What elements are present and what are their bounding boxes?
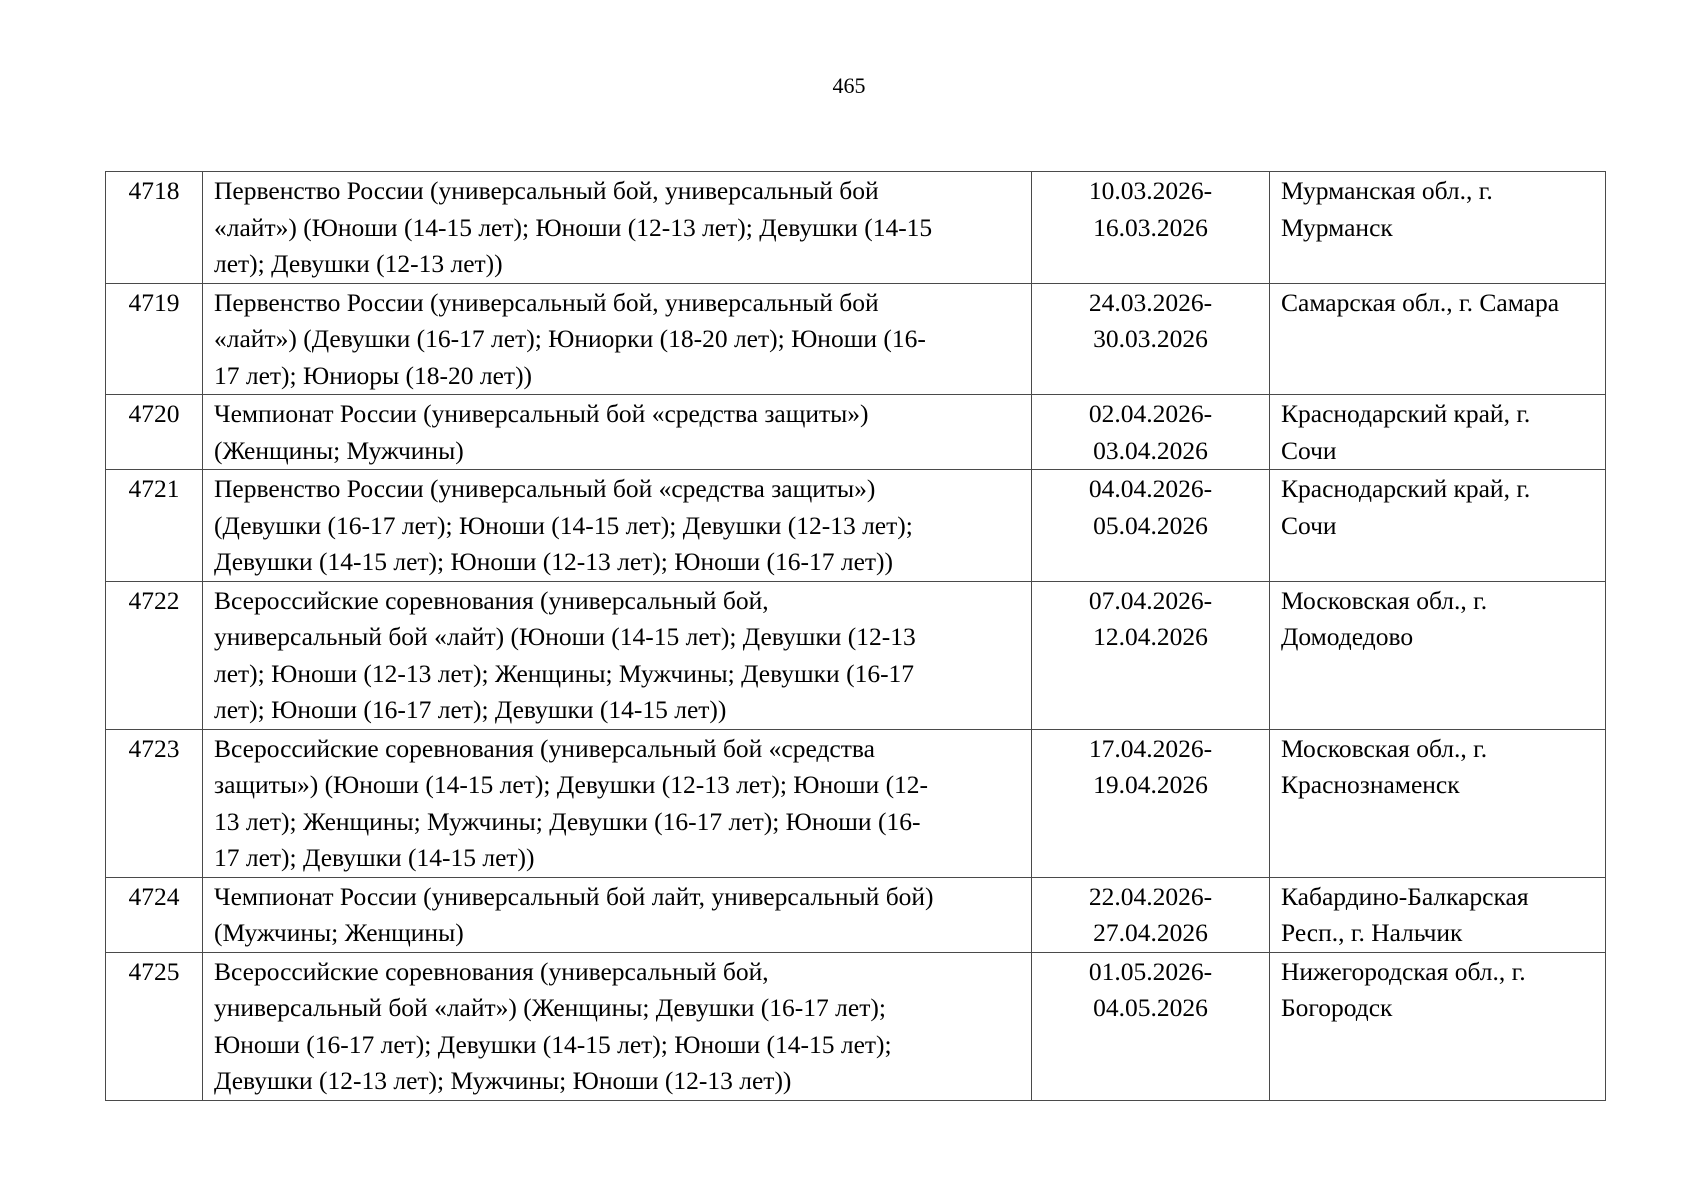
event-place-cell: [1270, 581, 1606, 729]
table-row: [106, 395, 1606, 470]
event-place-line: Краснознаменск: [1281, 770, 1460, 799]
event-name-line: универсальный бой «лайт) (Юноши (14-15 лет); Девушки (12-13: [214, 622, 916, 651]
event-name-line: (Женщины; Мужчины): [214, 435, 464, 465]
event-name-line: Всероссийские соревнования (универсальный бой,: [214, 585, 769, 615]
event-name-line: 17 лет); Юниоры (18-20 лет)): [214, 360, 533, 390]
event-date-line: 02.04.2026-: [1088, 399, 1213, 428]
event-place-line: Краснодарский край, г.: [1281, 474, 1531, 503]
event-place-line: Домодедово: [1281, 622, 1414, 651]
event-name-line: Девушки (12-13 лет); Мужчины; Юноши (12-13 лет)): [214, 1066, 792, 1095]
event-name-line: 17 лет); Девушки (14-15 лет)): [214, 843, 535, 872]
event-number-cell: 4718: [106, 172, 203, 284]
event-date-line: 27.04.2026: [1093, 918, 1208, 947]
event-number-cell: 4723: [106, 729, 203, 877]
event-name-cell: [203, 581, 1032, 729]
event-place-line: Московская обл., г.: [1281, 733, 1488, 763]
event-date-line: 01.05.2026-: [1088, 956, 1213, 986]
event-name-cell: [203, 172, 1032, 284]
event-name-cell: [203, 395, 1032, 470]
table-row: [106, 581, 1606, 729]
event-place-cell: [1270, 395, 1606, 470]
event-number-cell: 4724: [106, 877, 203, 952]
event-number-cell: 4721: [106, 470, 203, 582]
table-row: [106, 172, 1606, 284]
event-place-cell: [1270, 172, 1606, 284]
event-name-line: Первенство России (универсальный бой «средства защиты»): [214, 474, 876, 503]
event-place-cell: [1270, 470, 1606, 582]
event-date-line: 16.03.2026: [1093, 212, 1208, 242]
event-place-cell: [1270, 729, 1606, 877]
event-name-line: Девушки (14-15 лет); Юноши (12-13 лет); Юноши (16-17 лет)): [214, 547, 894, 576]
event-name-line: лет); Юноши (16-17 лет); Девушки (14-15 лет)): [214, 695, 727, 724]
event-number-cell: 4725: [106, 952, 203, 1100]
event-place-line: Сочи: [1281, 435, 1337, 465]
event-date-line: 12.04.2026: [1093, 622, 1208, 651]
event-place-line: Нижегородская обл., г.: [1281, 956, 1526, 986]
event-dates-cell: [1032, 729, 1270, 877]
event-dates-cell: [1032, 395, 1270, 470]
event-name-line: «лайт») (Девушки (16-17 лет); Юниорки (18-20 лет); Юноши (16-: [214, 324, 926, 353]
event-date-line: 04.04.2026-: [1088, 474, 1213, 503]
event-date-line: 22.04.2026-: [1088, 881, 1213, 911]
event-dates-cell: [1032, 877, 1270, 952]
page-number: 465: [832, 73, 866, 98]
event-name-cell: [203, 283, 1032, 395]
event-number-cell: 4719: [106, 283, 203, 395]
event-name-line: Первенство России (универсальный бой, универсальный бой: [214, 176, 879, 205]
event-date-line: 24.03.2026-: [1088, 287, 1213, 317]
event-place-line: Краснодарский край, г.: [1281, 399, 1531, 428]
event-name-line: «лайт») (Юноши (14-15 лет); Юноши (12-13 лет); Девушки (14-15: [214, 212, 933, 242]
table-row: [106, 952, 1606, 1100]
table-row: [106, 729, 1606, 877]
event-date-line: 19.04.2026: [1093, 770, 1208, 799]
event-number-cell: 4720: [106, 395, 203, 470]
event-dates-cell: [1032, 952, 1270, 1100]
event-dates-cell: [1032, 172, 1270, 284]
event-date-line: 04.05.2026: [1093, 993, 1208, 1022]
event-date-line: 07.04.2026-: [1088, 585, 1213, 615]
event-name-line: Первенство России (универсальный бой, универсальный бой: [214, 287, 879, 317]
table-row: [106, 283, 1606, 395]
event-date-line: 05.04.2026: [1093, 510, 1208, 540]
event-name-cell: [203, 729, 1032, 877]
event-place-cell: [1270, 952, 1606, 1100]
event-place-cell: [1270, 283, 1606, 395]
event-date-line: 17.04.2026-: [1088, 733, 1213, 763]
event-date-line: 10.03.2026-: [1088, 176, 1213, 205]
event-name-line: 13 лет); Женщины; Мужчины; Девушки (16-17 лет); Юноши (16-: [214, 806, 921, 836]
event-dates-cell: [1032, 470, 1270, 582]
event-name-line: универсальный бой «лайт») (Женщины; Девушки (16-17 лет);: [214, 993, 886, 1022]
event-place-line: Самарская обл., г. Самара: [1281, 287, 1560, 317]
event-date-line: 30.03.2026: [1093, 324, 1208, 353]
event-name-line: лет); Юноши (12-13 лет); Женщины; Мужчины; Девушки (16-17: [214, 658, 915, 688]
event-place-line: Мурманская обл., г.: [1281, 176, 1493, 205]
event-place-line: Московская обл., г.: [1281, 585, 1488, 615]
event-place-line: Сочи: [1281, 510, 1337, 540]
event-name-line: (Мужчины; Женщины): [214, 918, 464, 947]
event-place-line: Кабардино-Балкарская: [1281, 881, 1529, 911]
event-name-line: защиты») (Юноши (14-15 лет); Девушки (12-13 лет); Юноши (12-: [214, 770, 929, 799]
event-name-cell: [203, 952, 1032, 1100]
event-name-cell: [203, 470, 1032, 582]
events-table: [105, 171, 1606, 1101]
event-name-line: Чемпионат России (универсальный бой «средства защиты»): [214, 399, 869, 428]
event-place-line: Мурманск: [1281, 212, 1393, 242]
events-table-body: [106, 172, 1606, 1101]
event-place-line: Респ., г. Нальчик: [1281, 918, 1463, 947]
event-name-line: Всероссийские соревнования (универсальный бой,: [214, 956, 769, 986]
event-dates-cell: [1032, 581, 1270, 729]
event-number-cell: 4722: [106, 581, 203, 729]
event-place-cell: [1270, 877, 1606, 952]
event-name-line: Всероссийские соревнования (универсальный бой «средства: [214, 733, 875, 763]
table-row: [106, 470, 1606, 582]
table-row: [106, 877, 1606, 952]
event-name-line: (Девушки (16-17 лет); Юноши (14-15 лет); Девушки (12-13 лет);: [214, 510, 913, 540]
event-date-line: 03.04.2026: [1093, 435, 1208, 465]
event-name-line: лет); Девушки (12-13 лет)): [214, 249, 503, 278]
event-name-cell: [203, 877, 1032, 952]
event-place-line: Богородск: [1281, 993, 1393, 1022]
event-dates-cell: [1032, 283, 1270, 395]
event-name-line: Чемпионат России (универсальный бой лайт, универсальный бой): [214, 881, 934, 911]
event-name-line: Юноши (16-17 лет); Девушки (14-15 лет); Юноши (14-15 лет);: [214, 1029, 892, 1059]
